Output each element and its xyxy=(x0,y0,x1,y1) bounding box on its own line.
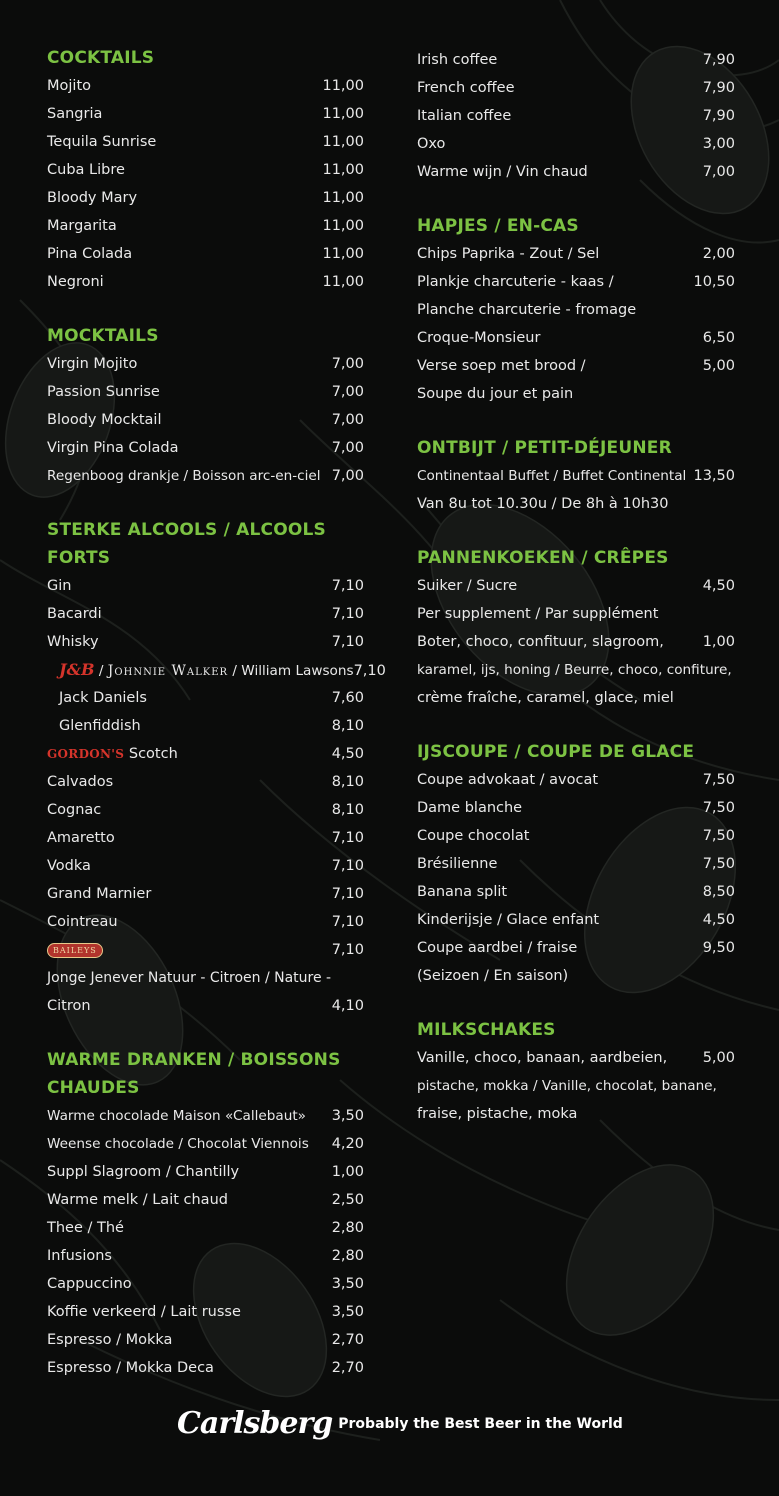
menu-item: Italian coffee 7,90 xyxy=(417,108,735,124)
menu-item: Thee / Thé 2,80 xyxy=(47,1220,364,1236)
menu-item: Kinderijsje / Glace enfant 4,50 xyxy=(417,912,735,928)
menu-item: Coupe aardbei / fraise 9,50 xyxy=(417,940,735,956)
spirits-heading-line2: FORTS xyxy=(47,548,111,568)
menu-item: Brésilienne 7,50 xyxy=(417,856,735,872)
menu-item: Espresso / Mokka Deca 2,70 xyxy=(47,1360,364,1376)
menu-item: Virgin Mojito 7,00 xyxy=(47,356,364,372)
menu-item: Mojito 11,00 xyxy=(47,78,364,94)
jb-logo: J&B xyxy=(59,660,95,679)
menu-item: Per supplement / Par supplément xyxy=(417,606,659,622)
menu-item: Bloody Mary 11,00 xyxy=(47,190,364,206)
menu-item: Suppl Slagroom / Chantilly 1,00 xyxy=(47,1164,364,1180)
menu-item: Warme wijn / Vin chaud 7,00 xyxy=(417,164,735,180)
icecream-heading: IJSCOUPE / COUPE DE GLACE xyxy=(417,742,695,762)
snacks-list xyxy=(417,240,735,408)
menu-item: Chips Paprika - Zout / Sel 2,00 xyxy=(417,246,735,262)
menu-item: Vanille, choco, banaan, aardbeien, 5,00 xyxy=(417,1050,735,1066)
carlsberg-logo: Carlsberg xyxy=(177,1406,333,1441)
menu-item: Irish coffee 7,90 xyxy=(417,52,735,68)
menu-item: Oxo 3,00 xyxy=(417,136,735,152)
left-column xyxy=(47,44,386,1382)
breakfast-list xyxy=(417,462,735,518)
cocktails-heading: COCKTAILS xyxy=(47,48,155,68)
menu-item: Calvados 8,10 xyxy=(47,774,364,790)
footer xyxy=(177,1406,623,1441)
menu-item: Weense chocolade / Chocolat Viennois 4,20 xyxy=(47,1136,364,1152)
menu-item: Negroni 11,00 xyxy=(47,274,364,290)
milkshakes-heading: MILKSCHAKES xyxy=(417,1020,556,1040)
menu-item: Cointreau 7,10 xyxy=(47,914,364,930)
menu-item: Verse soep met brood / 5,00 xyxy=(417,358,735,374)
menu-item: Jonge Jenever Natuur - Citroen / Nature - xyxy=(47,970,332,986)
baileys-logo: BAILEYS xyxy=(47,943,103,958)
menu-item: Tequila Sunrise 11,00 xyxy=(47,134,364,150)
menu-item: Pina Colada 11,00 xyxy=(47,246,364,262)
menu-item: karamel, ijs, honing / Beurre, choco, confiture, xyxy=(417,662,732,678)
menu-item: Espresso / Mokka 2,70 xyxy=(47,1332,364,1348)
pancakes-list xyxy=(417,572,735,712)
menu-item: Warme chocolade Maison «Callebaut» 3,50 xyxy=(47,1108,364,1124)
menu-item: Vodka 7,10 xyxy=(47,858,364,874)
johnnie-walker-logo: Johnnie Walker xyxy=(107,663,229,679)
menu-item-baileys: BAILEYS 7,10 xyxy=(47,936,364,964)
menu-item: Cognac 8,10 xyxy=(47,802,364,818)
spirits-list xyxy=(47,572,386,1020)
icecream-list xyxy=(417,766,735,990)
menu-item: Koffie verkeerd / Lait russe 3,50 xyxy=(47,1304,364,1320)
menu-item: Planche charcuterie - fromage xyxy=(417,302,637,318)
hot-drinks-heading: WARME DRANKEN / BOISSONS xyxy=(47,1050,341,1070)
hot-drinks-list xyxy=(47,1102,364,1382)
menu-item: Sangria 11,00 xyxy=(47,106,364,122)
menu-item: (Seizoen / En saison) xyxy=(417,968,569,984)
menu-item: Van 8u tot 10.30u / De 8h à 10h30 xyxy=(417,496,669,512)
menu-item: Margarita 11,00 xyxy=(47,218,364,234)
hot-drinks-heading-line2: CHAUDES xyxy=(47,1078,140,1098)
menu-item: Virgin Pina Colada 7,00 xyxy=(47,440,364,456)
tagline: Probably the Best Beer in the World xyxy=(338,1415,623,1432)
menu-item-gordons: GORDON'S Scotch 4,50 xyxy=(47,746,364,762)
menu-item: Cappuccino 3,50 xyxy=(47,1276,364,1292)
menu-item: Coupe chocolat 7,50 xyxy=(417,828,735,844)
breakfast-heading: ONTBIJT / PETIT-DÉJEUNER xyxy=(417,438,672,458)
menu-item: Whisky 7,10 xyxy=(47,634,364,650)
menu-item: Gin 7,10 xyxy=(47,578,364,594)
menu-item: Suiker / Sucre 4,50 xyxy=(417,578,735,594)
cocktails-list xyxy=(47,72,364,296)
menu-item: Infusions 2,80 xyxy=(47,1248,364,1264)
menu-item: Soupe du jour et pain xyxy=(417,386,574,402)
mocktails-heading: MOCKTAILS xyxy=(47,326,159,346)
gordons-logo: GORDON'S xyxy=(47,747,125,761)
menu-item: French coffee 7,90 xyxy=(417,80,735,96)
milkshakes-list xyxy=(417,1044,735,1128)
menu-item: Jack Daniels 7,60 xyxy=(59,690,364,706)
right-column xyxy=(417,46,735,1128)
menu-item: crème fraîche, caramel, glace, miel xyxy=(417,690,674,706)
menu-item: Dame blanche 7,50 xyxy=(417,800,735,816)
menu-item: Grand Marnier 7,10 xyxy=(47,886,364,902)
menu-item: Regenboog drankje / Boisson arc-en-ciel 7,00 xyxy=(47,468,364,484)
menu-item: Banana split 8,50 xyxy=(417,884,735,900)
menu-item-whisky-brands: J&B / Johnnie Walker / William Lawsons 7,10 xyxy=(59,660,386,679)
menu-item: Boter, choco, confituur, slagroom, 1,00 xyxy=(417,634,735,650)
snacks-heading: HAPJES / EN-CAS xyxy=(417,216,579,236)
menu-item: Bacardi 7,10 xyxy=(47,606,364,622)
menu-item: Coupe advokaat / avocat 7,50 xyxy=(417,772,735,788)
menu-item: Cuba Libre 11,00 xyxy=(47,162,364,178)
menu-item: Continentaal Buffet / Buffet Continental 13,50 xyxy=(417,468,735,484)
menu-item: Glenfiddish 8,10 xyxy=(59,718,364,734)
spirits-heading: STERKE ALCOOLS / ALCOOLS xyxy=(47,520,326,540)
menu-item: fraise, pistache, moka xyxy=(417,1106,578,1122)
menu-item: pistache, mokka / Vanille, chocolat, banane, xyxy=(417,1078,717,1094)
menu-item: Amaretto 7,10 xyxy=(47,830,364,846)
pancakes-heading: PANNENKOEKEN / CRÊPES xyxy=(417,548,669,568)
menu-item: Croque-Monsieur 6,50 xyxy=(417,330,735,346)
menu-item: Plankje charcuterie - kaas / 10,50 xyxy=(417,274,735,290)
menu-item: Warme melk / Lait chaud 2,50 xyxy=(47,1192,364,1208)
coffees-list xyxy=(417,46,735,186)
menu-item: Bloody Mocktail 7,00 xyxy=(47,412,364,428)
menu-item: Passion Sunrise 7,00 xyxy=(47,384,364,400)
mocktails-list xyxy=(47,350,364,490)
menu-item: Citron 4,10 xyxy=(47,998,364,1014)
